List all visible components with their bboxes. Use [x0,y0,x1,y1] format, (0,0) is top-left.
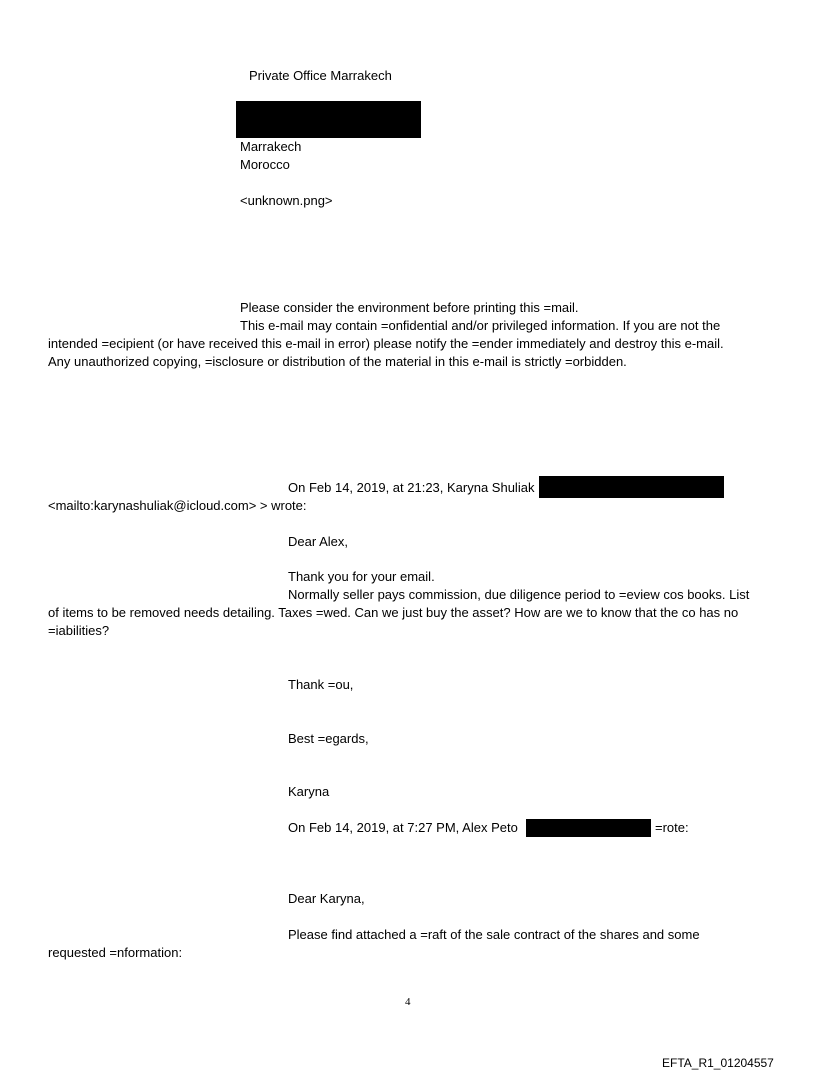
attachment-name: <unknown.png> [240,193,333,208]
document-id: EFTA_R1_01204557 [662,1056,774,1070]
quote1-body-line-3: of items to be removed needs detailing. Taxes =wed. Can we just buy the asset? How are we to know that the co has no [48,605,739,620]
redaction-box-address [236,101,421,138]
disclaimer-line-3: intended =ecipient (or have received this e-mail in error) please notify the =ender immediately and destroy this e-mail. [48,336,724,351]
redaction-box-sender [526,819,651,837]
quote1-greeting: Dear Alex, [288,534,348,549]
office-country: Morocco [240,157,290,172]
quote1-body-line-1: Thank you for your email. [288,569,435,584]
quote2-header: On Feb 14, 2019, at 7:27 PM, Alex Peto [288,820,518,835]
quote2-header-suffix: =rote: [655,820,689,835]
disclaimer-line-2: This e-mail may contain =onfidential and/or privileged information. If you are not the [240,318,721,333]
quote1-regards: Best =egards, [288,731,369,746]
quote1-header: On Feb 14, 2019, at 21:23, Karyna Shuliak [288,480,535,495]
quote1-signature: Karyna [288,784,330,799]
quote1-thanks: Thank =ou, [288,677,354,692]
quote2-body-line-2: requested =nformation: [48,945,183,960]
quote2-body-line-1: Please find attached a =raft of the sale contract of the shares and some [288,927,700,942]
page-number: 4 [405,996,411,1008]
quote1-mailto: <mailto:karynashuliak@icloud.com> > wrote: [48,498,307,513]
office-city: Marrakech [240,139,302,154]
quote1-body-line-2: Normally seller pays commission, due diligence period to =eview cos books. List [288,587,750,602]
quote1-body-line-4: =iabilities? [48,623,110,638]
disclaimer-line-1: Please consider the environment before printing this =mail. [240,300,579,315]
redaction-box-email [539,476,724,498]
quote2-greeting: Dear Karyna, [288,891,365,906]
office-name: Private Office Marrakech [249,68,392,83]
disclaimer-line-4: Any unauthorized copying, =isclosure or distribution of the material in this e-mail is strictly =orbidden. [48,354,627,369]
